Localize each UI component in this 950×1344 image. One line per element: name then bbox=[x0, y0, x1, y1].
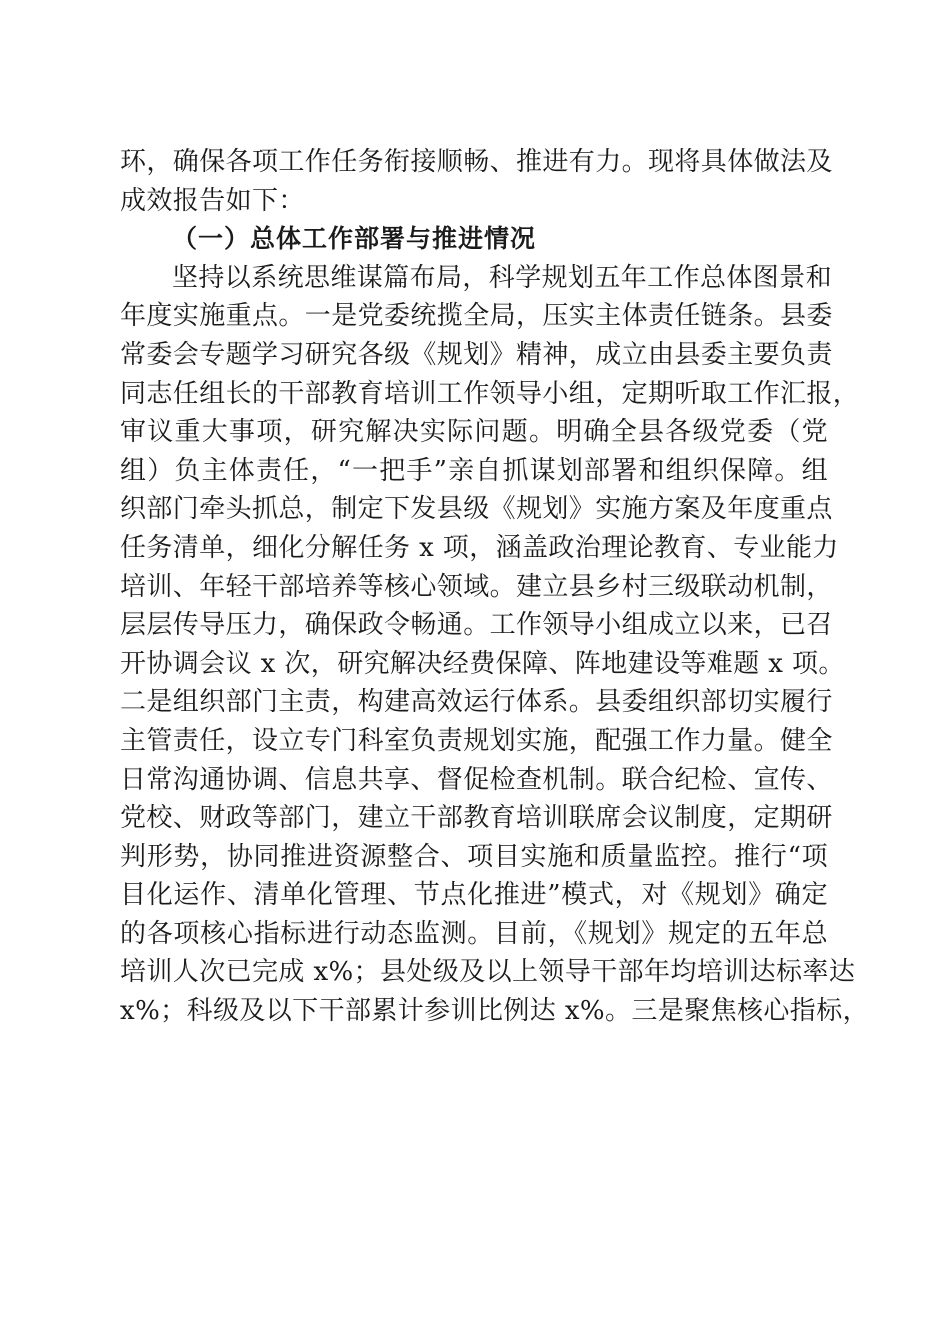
text-line: 目化运作、清单化管理、节点化推进”模式，对《规划》确定 bbox=[120, 880, 828, 911]
text-line: 二是组织部门主责，构建高效运行体系。县委组织部切实履行 bbox=[120, 687, 833, 718]
text-line: 常委会专题学习研究各级《规划》精神，成立由县委主要负责 bbox=[120, 339, 833, 370]
text-line: 同志任组长的干部教育培训工作领导小组，定期听取工作汇报， bbox=[120, 378, 860, 409]
body-paragraph bbox=[120, 259, 870, 1031]
text-line: 织部门牵头抓总，制定下发县级《规划》实施方案及年度重点 bbox=[120, 494, 833, 525]
text-line: 任务清单，细化分解任务 x 项，涵盖政治理论教育、专业能力 bbox=[120, 532, 839, 563]
text-line: 年度实施重点。一是党委统揽全局，压实主体责任链条。县委 bbox=[120, 301, 833, 332]
intro-paragraph bbox=[120, 143, 833, 220]
text-line: 环，确保各项工作任务衔接顺畅、推进有力。现将具体做法及 bbox=[120, 147, 833, 177]
text-line: 组）负主体责任，“一把手”亲自抓谋划部署和组织保障。组 bbox=[120, 455, 828, 486]
text-line: 判形势，协同推进资源整合、项目实施和质量监控。推行“项 bbox=[120, 841, 828, 872]
document-body bbox=[120, 143, 870, 1031]
text-line: 成效报告如下： bbox=[120, 185, 305, 216]
text-line: 日常沟通协调、信息共享、督促检查机制。联合纪检、宣传、 bbox=[120, 764, 833, 795]
text-line: 培训人次已完成 x%；县处级及以上领导干部年均培训达标率达 bbox=[120, 957, 856, 988]
text-line: 开协调会议 x 次，研究解决经费保障、阵地建设等难题 x 项。 bbox=[120, 648, 845, 679]
text-line: 培训、年轻干部培养等核心领域。建立县乡村三级联动机制， bbox=[120, 571, 833, 602]
text-line: 审议重大事项，研究解决实际问题。明确全县各级党委（党 bbox=[120, 417, 828, 448]
text-line: 层层传导压力，确保政令畅通。工作领导小组成立以来，已召 bbox=[120, 610, 833, 641]
section-heading: （一）总体工作部署与推进情况 bbox=[172, 224, 537, 254]
text-line: 主管责任，设立专门科室负责规划实施，配强工作力量。健全 bbox=[120, 725, 833, 756]
text-line: 的各项核心指标进行动态监测。目前，《规划》规定的五年总 bbox=[120, 918, 828, 949]
text-line: 党校、财政等部门，建立干部教育培训联席会议制度，定期研 bbox=[120, 803, 833, 834]
text-line: x%；科级及以下干部累计参训比例达 x%。三是聚焦核心指标， bbox=[120, 996, 870, 1027]
text-line: 坚持以系统思维谋篇布局，科学规划五年工作总体图景和 bbox=[172, 262, 833, 293]
